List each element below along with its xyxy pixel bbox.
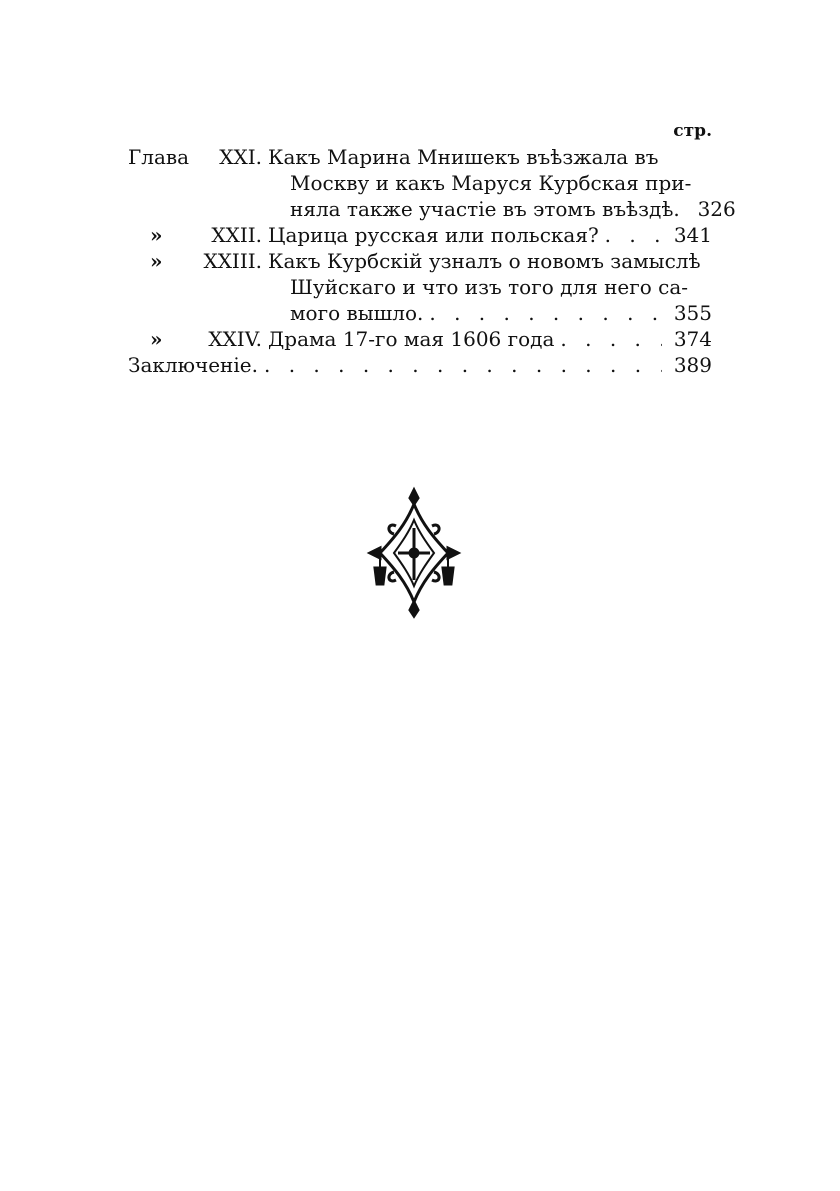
- page-number: 341: [673, 223, 712, 247]
- entry-line: [268, 196, 736, 222]
- page-column-header: стр.: [673, 121, 712, 141]
- entry-line: [268, 170, 712, 196]
- entry-line: [268, 300, 712, 326]
- table-of-contents: [128, 118, 736, 378]
- entry-body: [268, 326, 712, 352]
- toc-entry-xxi: [128, 144, 736, 222]
- ditto-mark: »: [150, 327, 163, 351]
- dot-leader: [605, 222, 662, 248]
- entry-line: [268, 326, 712, 352]
- page-number: 389: [673, 353, 712, 377]
- dot-leader: [264, 352, 662, 378]
- chapter-numeral: XXII.: [211, 223, 262, 247]
- toc-entry-xxiii: [128, 248, 712, 326]
- page-number: 326: [697, 197, 736, 221]
- chapter-numeral: XXIV.: [208, 327, 262, 351]
- entry-line: [268, 274, 712, 300]
- ditto-mark: »: [150, 249, 163, 273]
- dot-leader: [429, 300, 662, 326]
- entry-title-line: мого вышло.: [290, 301, 424, 325]
- entry-title-line: няла также участіе въ этомъ въѣздѣ.: [290, 197, 680, 221]
- toc-entry-xxii: [128, 222, 712, 248]
- entry-line: [268, 144, 712, 170]
- page-number: 355: [673, 301, 712, 325]
- chapter-numeral: XXIII.: [203, 249, 262, 273]
- entry-title-line: Шуйскаго и что изъ того для него са-: [290, 275, 689, 299]
- chapter-numeral: XXI.: [219, 145, 262, 169]
- entry-body: [268, 222, 712, 248]
- diamond-cross-tassel-ornament-icon: [366, 486, 462, 620]
- page-number: 374: [673, 327, 712, 351]
- conclusion-label: Заключеніе.: [128, 353, 258, 377]
- entry-line: [268, 248, 712, 274]
- toc-entry-conclusion: [128, 352, 712, 378]
- entry-body: [268, 248, 712, 326]
- entry-title-line: Какъ Марина Мнишекъ въѣзжала въ: [268, 145, 659, 169]
- toc-entry-xxiv: [128, 326, 712, 352]
- entry-title-line: Царица русская или польская?: [268, 223, 599, 247]
- entry-line: [268, 222, 712, 248]
- dot-leader: [560, 326, 662, 352]
- entry-body: [268, 144, 736, 222]
- entry-title-line: Драма 17-го мая 1606 года: [268, 327, 555, 351]
- entry-title-line: Москву и какъ Маруся Курбская при-: [290, 171, 692, 195]
- entry-prefix: Глава: [128, 145, 190, 169]
- entry-title-line: Какъ Курбскій узналъ о новомъ замыслѣ: [268, 249, 701, 273]
- ditto-mark: »: [150, 223, 163, 247]
